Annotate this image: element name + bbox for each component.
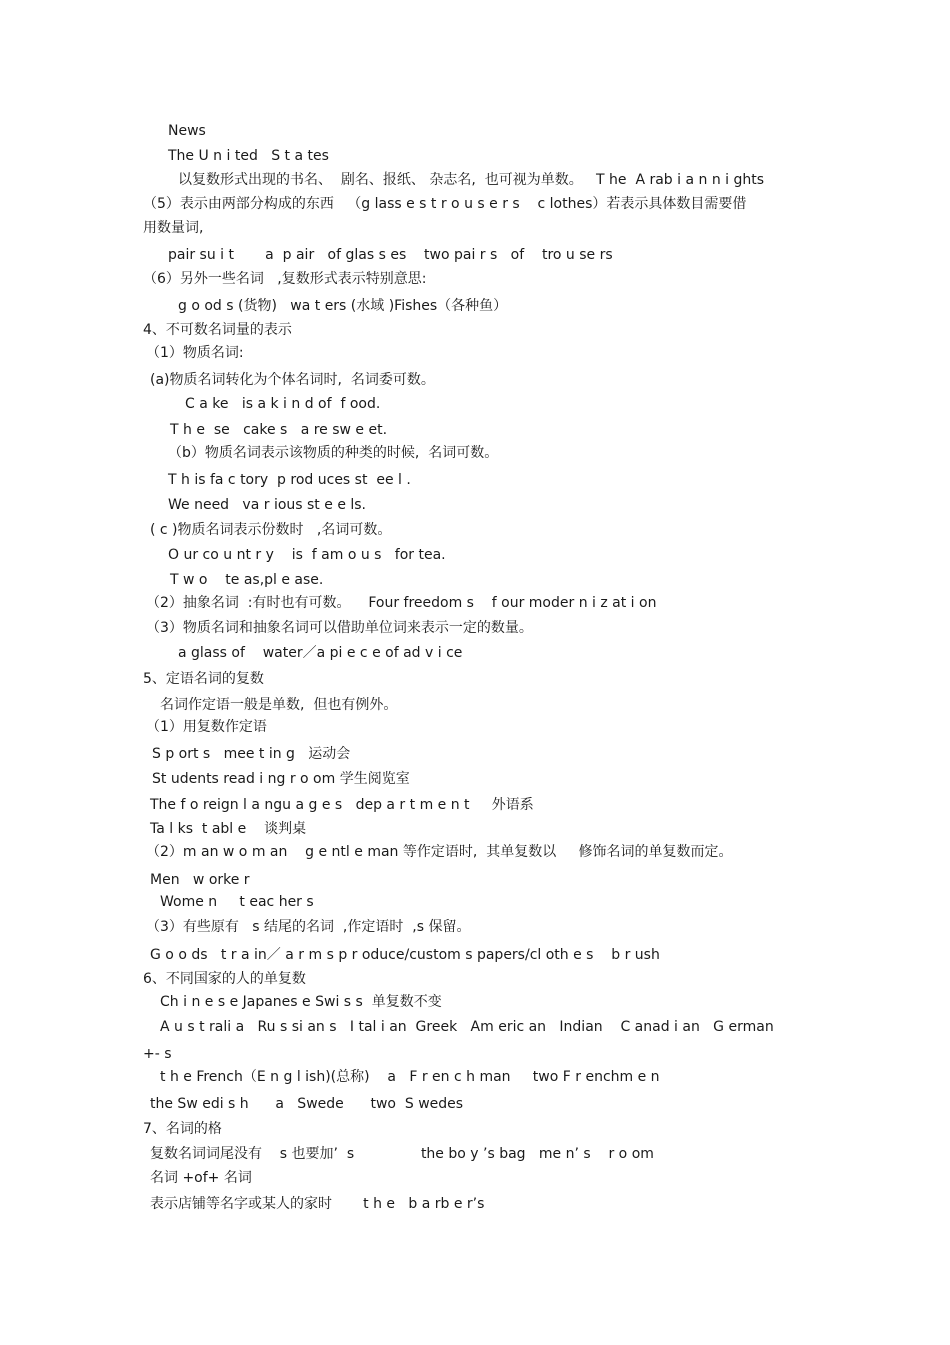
text-line: 以复数形式出现的书名、 剧名、报纸、 杂志名, 也可视为单数。 T he A rab i a n n i ghts [178, 172, 765, 188]
section-heading: 7、名词的格 [143, 1121, 222, 1137]
text-line: T w o te as,pl e ase. [170, 572, 324, 588]
text-line: a glass of water／a pi e c e of ad v i ce [178, 645, 463, 661]
text-line: +- s [143, 1046, 172, 1062]
text-line: 复数名词词尾没有 s 也要加’ s the bo y ’s bag me n’ s r o om [150, 1146, 654, 1162]
text-line: Men w orke r [150, 872, 250, 888]
text-line: （3）物质名词和抽象名词可以借助单位词来表示一定的数量。 [146, 620, 533, 636]
text-line: （1）物质名词: [146, 345, 244, 361]
text-line: News [168, 123, 206, 139]
text-line: 名词 +of+ 名词 [150, 1170, 252, 1186]
text-line: O ur co u nt r y is f am o u s for tea. [168, 547, 446, 563]
text-line: （2）m an w o m an g e ntl e man 等作定语时, 其单复数以 修饰名词的单复数而定。 [146, 844, 733, 860]
text-line: A u s t rali a Ru s si an s I tal i an Greek Am eric an Indian C anad i an G erman [160, 1019, 774, 1035]
text-line: 表示店铺等名字或某人的家时 t h e b a rb e r’s [150, 1196, 485, 1212]
text-line: 名词作定语一般是单数, 但也有例外。 [160, 697, 398, 713]
section-heading: 5、定语名词的复数 [143, 671, 264, 687]
text-line: the Sw edi s h a Swede two S wedes [150, 1096, 464, 1112]
text-line: We need va r ious st e e ls. [168, 497, 367, 513]
section-heading: 4、不可数名词量的表示 [143, 322, 292, 338]
text-line: （1）用复数作定语 [146, 719, 267, 735]
text-line: g o od s (货物) wa t ers (水域 )Fishes（各种鱼） [178, 298, 508, 314]
text-line: ( c )物质名词表示份数时 ,名词可数。 [150, 522, 392, 538]
text-line: （b）物质名词表示该物质的种类的时候, 名词可数。 [168, 445, 499, 461]
text-line: Ta l ks t abl e 谈判桌 [150, 821, 307, 837]
text-line: （2）抽象名词 :有时也有可数。 Four freedom s f our moder n i z at i on [146, 595, 657, 611]
text-line: T h e se cake s a re sw e et. [170, 422, 388, 438]
section-heading: 6、不同国家的人的单复数 [143, 971, 306, 987]
text-line: pair su i t a p air of glas s es two pai r s of tro u se rs [168, 247, 613, 263]
text-line: （3）有些原有 s 结尾的名词 ,作定语时 ,s 保留。 [146, 919, 471, 935]
text-line: （6）另外一些名词 ,复数形式表示特别意思: [143, 271, 427, 287]
text-line: S p ort s mee t in g 运动会 [152, 746, 351, 762]
text-line: 用数量词, [143, 220, 204, 236]
text-line: t h e French（E n g l ish)(总称) a F r en c h man two F r enchm e n [160, 1069, 660, 1085]
text-line: Ch i n e s e Japanes e Swi s s 单复数不变 [160, 994, 442, 1010]
text-line: Wome n t eac her s [160, 894, 314, 910]
text-line: The U n i ted S t a tes [168, 148, 329, 164]
text-line: The f o reign l a ngu a g e s dep a r t m e n t 外语系 [150, 797, 534, 813]
text-line: T h is fa c tory p rod uces st ee l . [168, 472, 411, 488]
text-line: （5）表示由两部分构成的东西 （g lass e s t r o u s e r s c lothes）若表示具体数目需要借 [143, 196, 747, 212]
text-line: (a)物质名词转化为个体名词时, 名词委可数。 [150, 372, 435, 388]
text-line: G o o ds t r a in／ a r m s p r oduce/custom s papers/cl oth e s b r ush [150, 947, 660, 963]
text-line: C a ke is a k i n d of f ood. [185, 396, 381, 412]
text-line: St udents read i ng r o om 学生阅览室 [152, 771, 410, 787]
